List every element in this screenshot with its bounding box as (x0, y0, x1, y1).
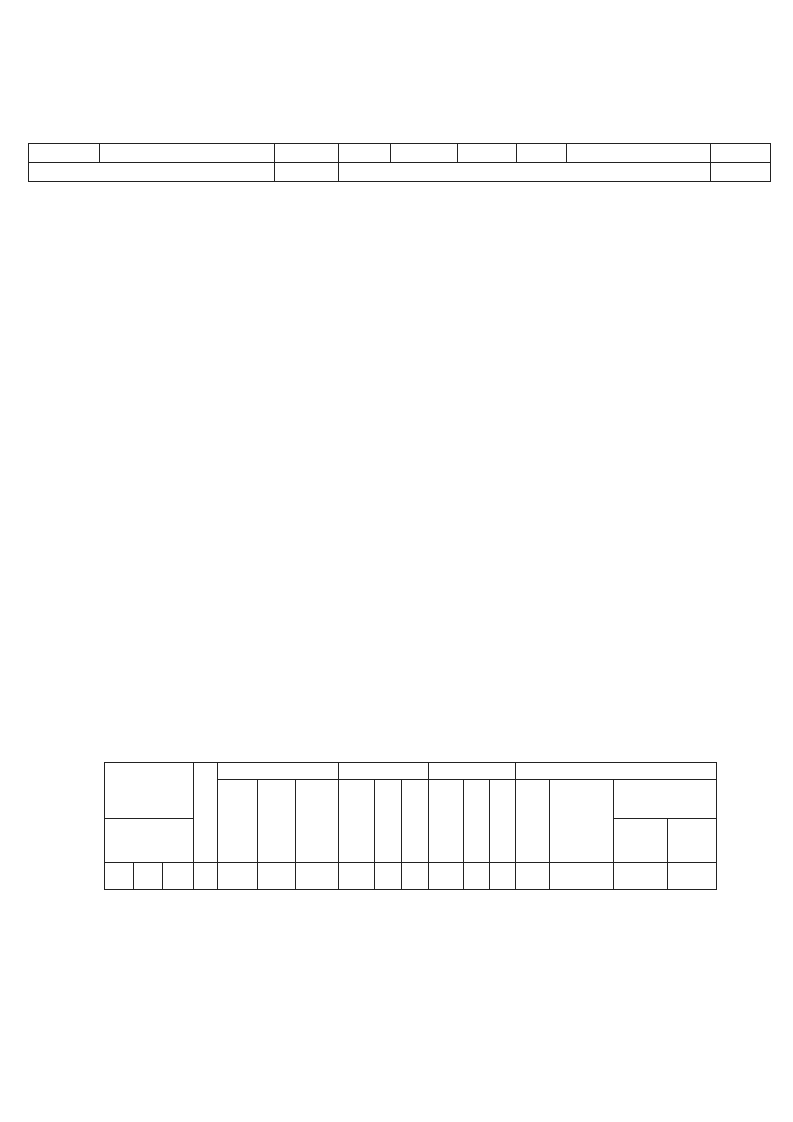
row-total-label (194, 863, 218, 890)
header-closing-total (516, 780, 550, 863)
cell (490, 863, 516, 890)
header-expense-project (490, 780, 516, 863)
header-expense (429, 763, 516, 780)
amount-cell (274, 144, 338, 163)
cell (614, 863, 668, 890)
subject-name-cell (99, 144, 274, 163)
header-opening-basic (258, 780, 296, 863)
header-income-project (402, 780, 429, 863)
header-income-total (339, 780, 375, 863)
subject-code-cell (338, 144, 391, 163)
header-closing-basic (550, 780, 614, 863)
subject-name-cell (391, 144, 458, 163)
cell (258, 863, 296, 890)
header-section (134, 863, 163, 890)
cell (668, 863, 717, 890)
header-closing (516, 763, 717, 780)
header-code-spacer (105, 819, 194, 863)
cell (375, 863, 402, 890)
header-item (163, 863, 194, 890)
header-expense-basic (464, 780, 490, 863)
subject-name-cell (567, 144, 711, 163)
cell (516, 863, 550, 890)
cell (464, 863, 490, 890)
subject-code-cell (516, 144, 567, 163)
header-opening (218, 763, 339, 780)
header-expense-total (429, 780, 464, 863)
amount-cell (458, 144, 517, 163)
government-fund-table (104, 762, 717, 890)
header-closing-project-surplus (668, 819, 717, 863)
subject-code-cell (29, 144, 100, 163)
header-closing-project-carry (614, 819, 668, 863)
personnel-total-value (274, 163, 338, 182)
table-row (29, 144, 771, 163)
header-subject-name (194, 763, 218, 863)
personnel-total-label (29, 163, 275, 182)
header-closing-project (614, 780, 717, 819)
cell (402, 863, 429, 890)
header-income-basic (375, 780, 402, 863)
header-income (339, 763, 429, 780)
public-total-value (711, 163, 771, 182)
basic-expenditure-detail-table (28, 143, 771, 182)
header-opening-project (296, 780, 339, 863)
header-opening-total (218, 780, 258, 863)
cell (218, 863, 258, 890)
amount-cell (711, 144, 771, 163)
cell (339, 863, 375, 890)
header-category (105, 863, 134, 890)
header-subject-code (105, 763, 194, 819)
public-total-label (338, 163, 710, 182)
cell (550, 863, 614, 890)
cell (429, 863, 464, 890)
cell (296, 863, 339, 890)
